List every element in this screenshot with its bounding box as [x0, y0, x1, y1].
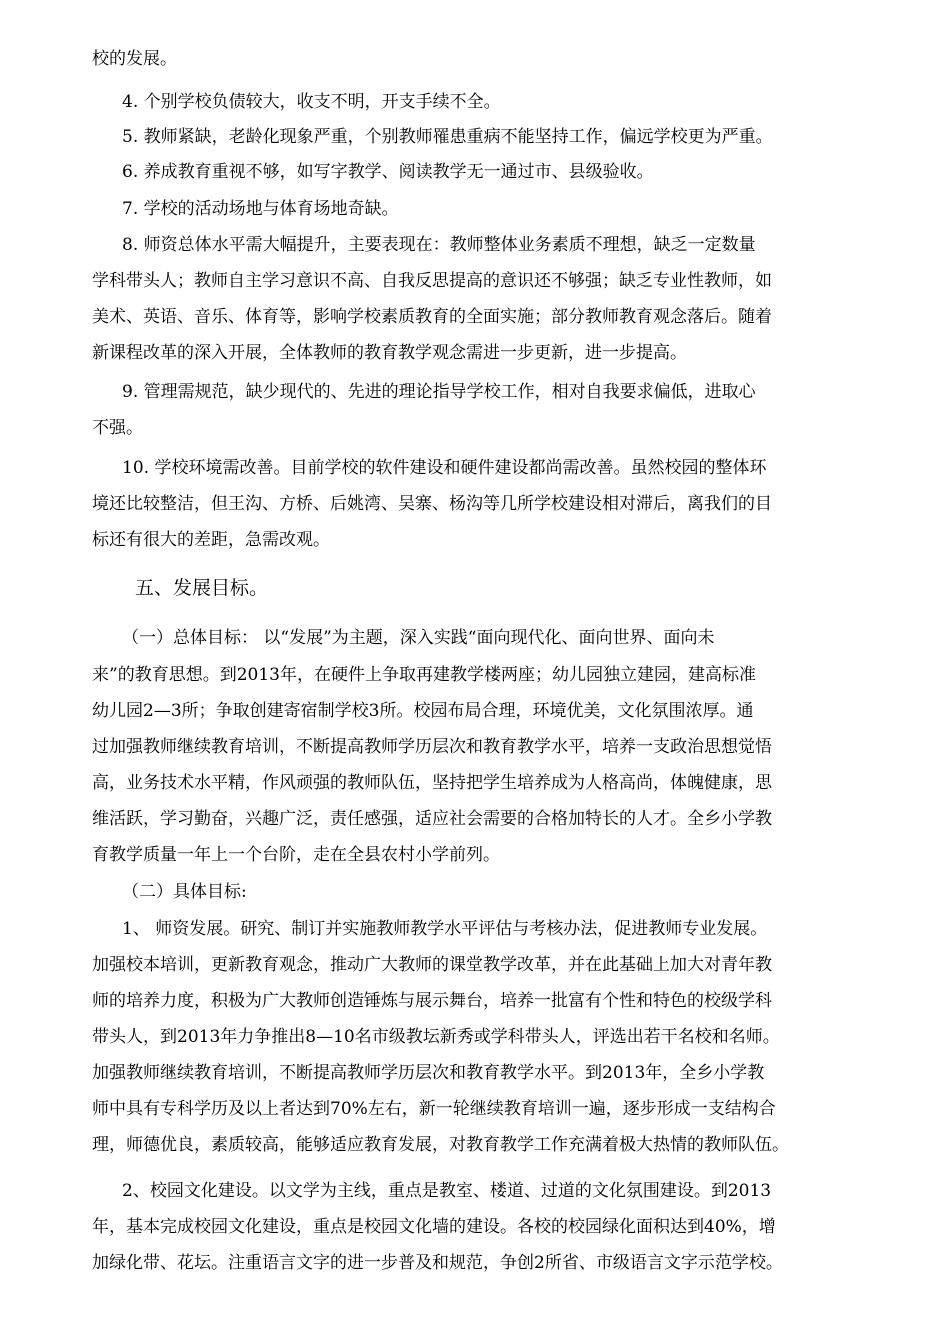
list-item: 7. 学校的活动场地与体育场地奇缺。: [122, 199, 399, 219]
text-line: 年，基本完成校园文化建设，重点是校园文化墙的建设。各校的校园绿化面积达到40%，增: [92, 1217, 776, 1237]
text-line: 理，师德优良，素质较高，能够适应教育发展，对教育教学工作充满着极大热情的教师队伍。: [92, 1135, 789, 1155]
list-item: 2、校园文化建设。以文学为主线，重点是教室、楼道、过道的文化氛围建设。到2013: [122, 1181, 772, 1201]
text-line: 师中具有专科学历及以上者达到70%左右，新一轮继续教育培训一遍，逐步形成一支结构合: [92, 1099, 776, 1119]
text-line: 师的培养力度，积极为广大教师创造锤炼与展示舞台，培养一批富有个性和特色的校级学科: [92, 991, 772, 1011]
text-line: 校的发展。: [92, 49, 177, 69]
subsection-heading: （二）具体目标:: [122, 882, 247, 902]
text-line: 美术、英语、音乐、体育等，影响学校素质教育的全面实施；部分教师教育观念落后。随着: [92, 307, 772, 327]
text-line: 幼儿园2—3所；争取创建寄宿制学校3所。校园布局合理，环境优美，文化氛围浓厚。通: [92, 701, 754, 721]
text-line: 加绿化带、花坛。注重语言文字的进一步普及和规范，争创2所省、市级语言文字示范学校。: [92, 1253, 783, 1273]
list-item: 6. 养成教育重视不够，如写字教学、阅读教学无一通过市、县级验收。: [122, 162, 654, 182]
section-heading: 五、发展目标。: [135, 577, 269, 599]
text-line: 带头人，到2013年力争推出8—10名市级教坛新秀或学科带头人，评选出若干名校和名师。: [92, 1027, 780, 1047]
text-line: 育教学质量一年上一个台阶，走在全县农村小学前列。: [92, 845, 500, 865]
text-line: 标还有很大的差距，急需改观。: [92, 530, 330, 550]
text-line: 学科带头人；教师自主学习意识不高、自我反思提高的意识还不够强；缺乏专业性教师，如: [92, 271, 772, 291]
list-item: 4. 个别学校负债较大，收支不明，开支手续不全。: [122, 92, 501, 112]
text-line: 维活跃，学习勤奋，兴趣广泛，责任感强，适应社会需要的合格加特长的人才。全乡小学教: [92, 809, 772, 829]
list-item: 9. 管理需规范，缺少现代的、先进的理论指导学校工作，相对自我要求偏低，进取心: [122, 382, 756, 402]
text-line: 不强。: [92, 418, 143, 438]
text-line: 境还比较整洁，但王沟、方桥、后姚湾、吴寨、杨沟等几所学校建设相对滞后，离我们的目: [92, 494, 772, 514]
text-line: 过加强教师继续教育培训，不断提高教师学历层次和教育教学水平，培养一支政治思想觉悟: [92, 737, 772, 757]
text-line: 新课程改革的深入开展，全体教师的教育教学观念需进一步更新，进一步提高。: [92, 343, 687, 363]
list-item: 10. 学校环境需改善。目前学校的软件建设和硬件建设都尚需改善。虽然校园的整体环: [122, 458, 767, 478]
text-line: 高，业务技术水平精，作风顽强的教师队伍，坚持把学生培养成为人格高尚，体魄健康，思: [92, 773, 772, 793]
subsection-heading: （一）总体目标： 以“发展”为主题，深入实践“面向现代化、面向世界、面向未: [122, 628, 715, 648]
text-line: 加强教师继续教育培训，不断提高教师学历层次和教育教学水平。到2013年，全乡小学教: [92, 1063, 765, 1083]
list-item: 5. 教师紧缺，老龄化现象严重，个别教师罹患重病不能坚持工作，偏远学校更为严重。: [122, 127, 773, 147]
list-item: 1、 师资发展。研究、制订并实施教师教学水平评估与考核办法，促进教师专业发展。: [122, 919, 768, 939]
text-line: 加强校本培训，更新教育观念，推动广大教师的课堂教学改革，并在此基础上加大对青年教: [92, 955, 772, 975]
list-item: 8. 师资总体水平需大幅提升，主要表现在：教师整体业务素质不理想，缺乏一定数量: [122, 235, 756, 255]
text-line: 来”的教育思想。到2013年，在硬件上争取再建教学楼两座；幼儿园独立建园，建高标准: [92, 665, 756, 685]
